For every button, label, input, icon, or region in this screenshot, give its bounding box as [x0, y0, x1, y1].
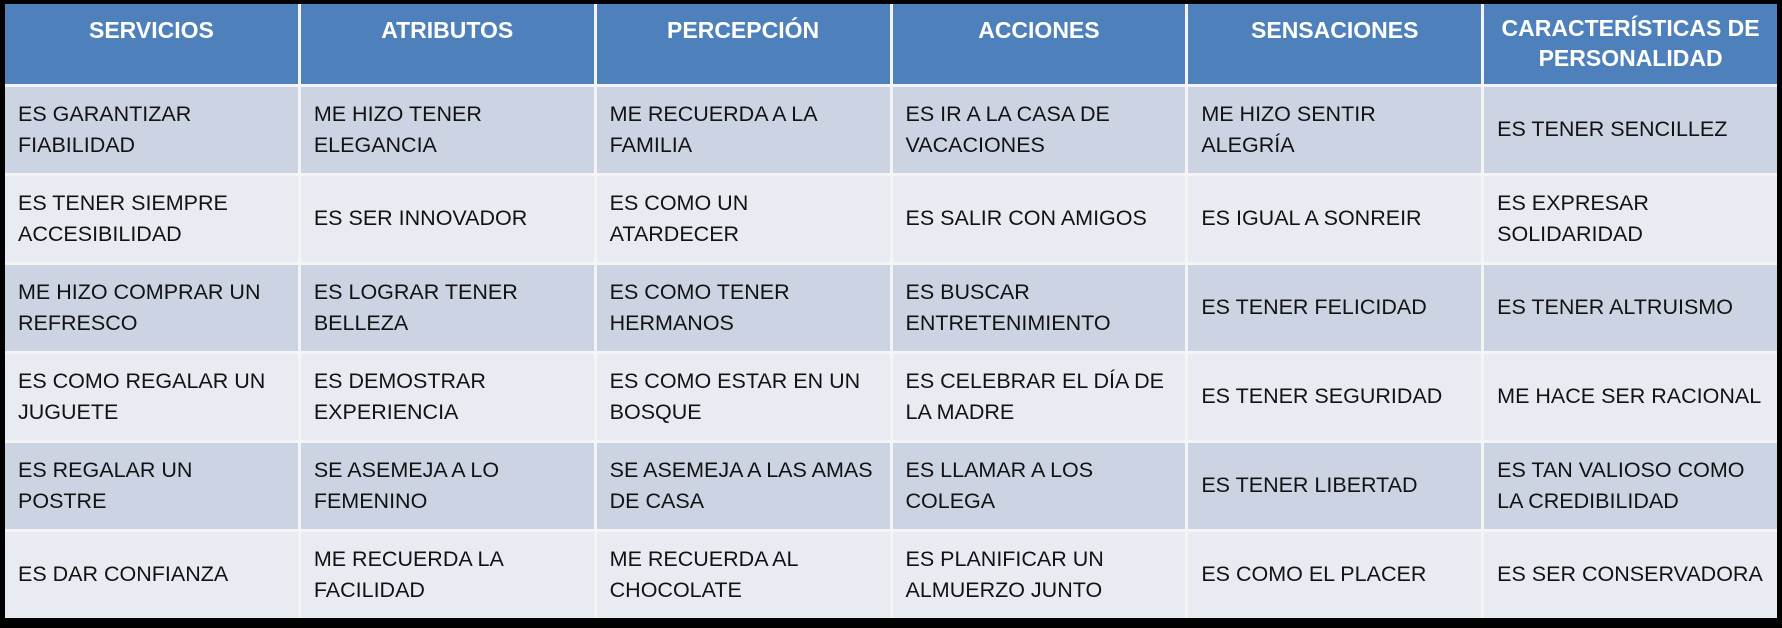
table-cell: ES COMO EL PLACER	[1188, 532, 1481, 618]
table-cell: ES TENER ALTRUISMO	[1484, 265, 1777, 351]
column-header-servicios: SERVICIOS	[5, 4, 298, 84]
table-cell: SE ASEMEJA A LO FEMENINO	[301, 443, 594, 529]
table-cell: ES DAR CONFIANZA	[5, 532, 298, 618]
table-cell: ES IGUAL A SONREIR	[1188, 176, 1481, 262]
table-cell: ME HIZO COMPRAR UN REFRESCO	[5, 265, 298, 351]
table-cell: ES TAN VALIOSO COMO LA CREDIBILIDAD	[1484, 443, 1777, 529]
table-cell: SE ASEMEJA A LAS AMAS DE CASA	[597, 443, 890, 529]
table-cell: ES CELEBRAR EL DÍA DE LA MADRE	[893, 354, 1186, 440]
table-cell: ES GARANTIZAR FIABILIDAD	[5, 87, 298, 173]
table-cell: ES LLAMAR A LOS COLEGA	[893, 443, 1186, 529]
column-header-atributos: ATRIBUTOS	[301, 4, 594, 84]
column-header-acciones: ACCIONES	[893, 4, 1186, 84]
column-header-caracteristicas-de-personalidad: CARACTERÍSTICAS DE PERSONALIDAD	[1484, 4, 1777, 84]
table-cell: ES LOGRAR TENER BELLEZA	[301, 265, 594, 351]
table-cell: ES SER INNOVADOR	[301, 176, 594, 262]
table-cell: ME HIZO SENTIR ALEGRÍA	[1188, 87, 1481, 173]
table-cell: ES TENER LIBERTAD	[1188, 443, 1481, 529]
table-cell: ES TENER FELICIDAD	[1188, 265, 1481, 351]
table-cell: ES SER CONSERVADORA	[1484, 532, 1777, 618]
table-cell: ME HIZO TENER ELEGANCIA	[301, 87, 594, 173]
column-header-sensaciones: SENSACIONES	[1188, 4, 1481, 84]
table-cell: ES DEMOSTRAR EXPERIENCIA	[301, 354, 594, 440]
table-cell: ES TENER SENCILLEZ	[1484, 87, 1777, 173]
table-cell: ES TENER SEGURIDAD	[1188, 354, 1481, 440]
table-cell: ES TENER SIEMPRE ACCESIBILIDAD	[5, 176, 298, 262]
table-cell: ES EXPRESAR SOLIDARIDAD	[1484, 176, 1777, 262]
table-cell: ES REGALAR UN POSTRE	[5, 443, 298, 529]
table-cell: ES COMO ESTAR EN UN BOSQUE	[597, 354, 890, 440]
table-cell: ES COMO REGALAR UN JUGUETE	[5, 354, 298, 440]
table-cell: ES PLANIFICAR UN ALMUERZO JUNTO	[893, 532, 1186, 618]
table-cell: ME RECUERDA A LA FAMILIA	[597, 87, 890, 173]
table-cell: ES COMO UN ATARDECER	[597, 176, 890, 262]
table-cell: ME HACE SER RACIONAL	[1484, 354, 1777, 440]
table-cell: ES COMO TENER HERMANOS	[597, 265, 890, 351]
table-cell: ES BUSCAR ENTRETENIMIENTO	[893, 265, 1186, 351]
brand-association-table	[5, 4, 1777, 618]
column-header-percepcion: PERCEPCIÓN	[597, 4, 890, 84]
table-cell: ME RECUERDA AL CHOCOLATE	[597, 532, 890, 618]
table-cell: ES IR A LA CASA DE VACACIONES	[893, 87, 1186, 173]
table-cell: ME RECUERDA LA FACILIDAD	[301, 532, 594, 618]
table-cell: ES SALIR CON AMIGOS	[893, 176, 1186, 262]
